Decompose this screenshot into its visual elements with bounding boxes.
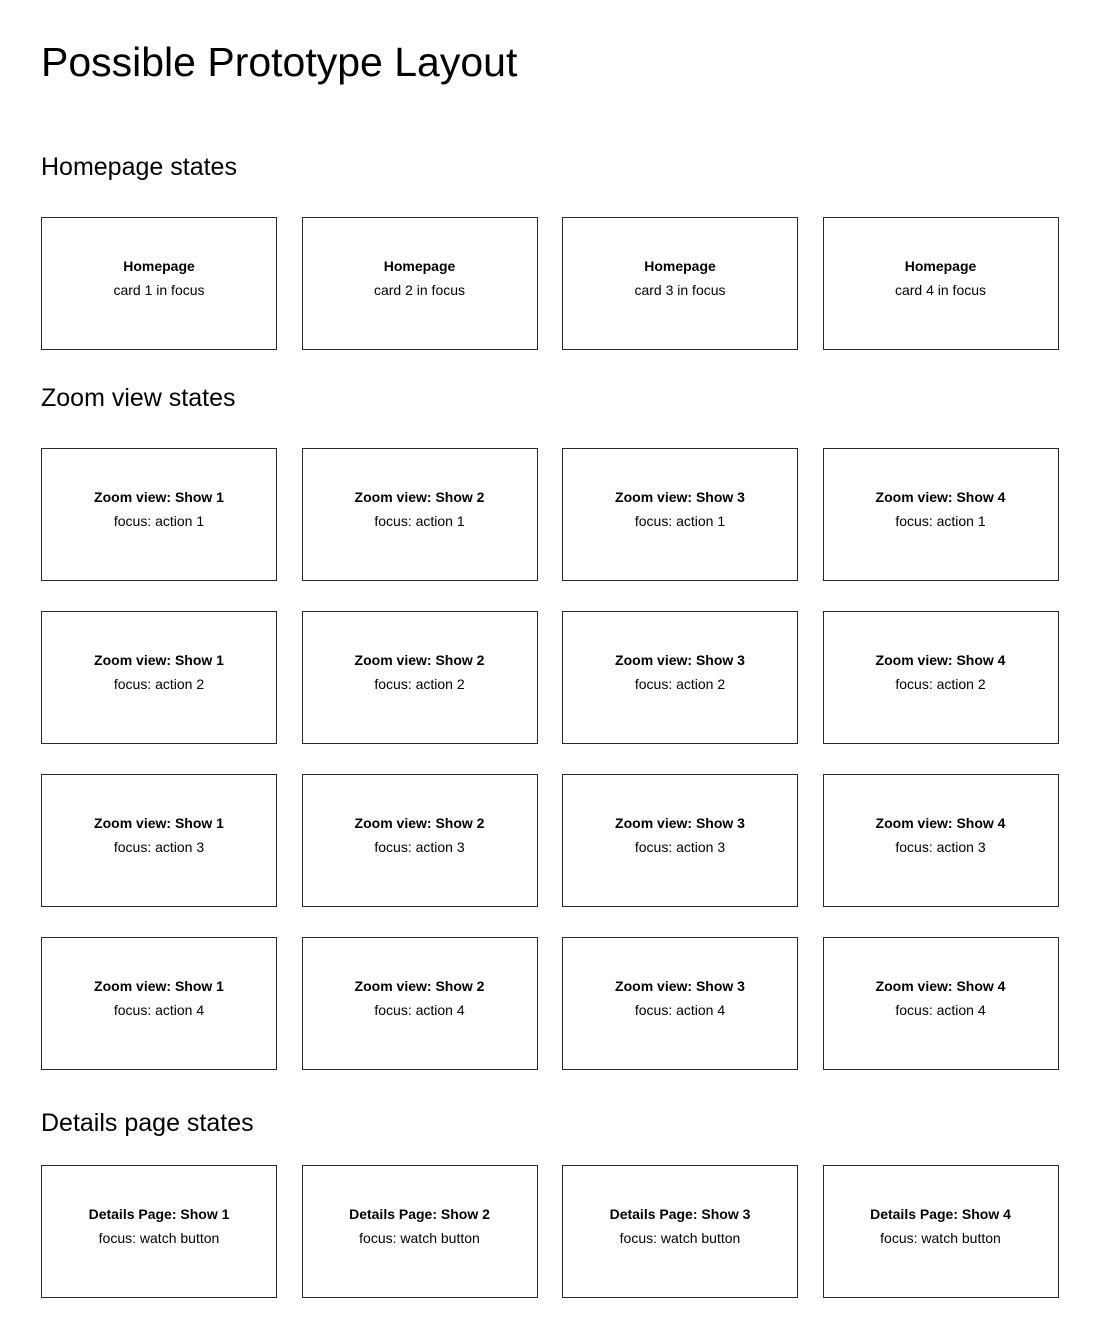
card-title: Zoom view: Show 1 — [94, 489, 224, 505]
zoom-card-show3-action3[interactable] — [562, 774, 798, 907]
zoom-card-show4-action3[interactable] — [823, 774, 1059, 907]
section-title-homepage: Homepage states — [41, 153, 237, 181]
zoom-card-show1-action3[interactable] — [41, 774, 277, 907]
card-title: Zoom view: Show 3 — [615, 489, 745, 505]
card-subtitle: focus: watch button — [880, 1230, 1001, 1246]
details-card-show3[interactable] — [562, 1165, 798, 1298]
card-subtitle: focus: action 2 — [374, 676, 465, 692]
details-card-show1[interactable] — [41, 1165, 277, 1298]
card-title: Zoom view: Show 1 — [94, 815, 224, 831]
zoom-card-show2-action4[interactable] — [302, 937, 538, 1070]
zoom-card-show1-action4[interactable] — [41, 937, 277, 1070]
card-title: Details Page: Show 2 — [349, 1206, 490, 1222]
details-card-show2[interactable] — [302, 1165, 538, 1298]
card-title: Zoom view: Show 3 — [615, 978, 745, 994]
zoom-card-show4-action4[interactable] — [823, 937, 1059, 1070]
card-title: Details Page: Show 1 — [88, 1206, 230, 1222]
card-title: Zoom view: Show 4 — [875, 978, 1006, 994]
card-subtitle: focus: action 4 — [634, 1002, 726, 1018]
card-subtitle: focus: action 2 — [895, 676, 986, 692]
card-subtitle: focus: action 1 — [374, 513, 465, 529]
card-subtitle: focus: action 3 — [895, 839, 986, 855]
card-title: Details Page: Show 4 — [870, 1206, 1011, 1222]
zoom-card-show3-action4[interactable] — [562, 937, 798, 1070]
homepage-card-1[interactable] — [41, 217, 277, 350]
card-subtitle: card 2 in focus — [373, 282, 466, 298]
card-title: Zoom view: Show 2 — [354, 978, 485, 994]
card-title: Zoom view: Show 2 — [354, 652, 485, 668]
details-states-grid — [41, 1165, 1059, 1298]
card-subtitle: focus: watch button — [619, 1230, 741, 1246]
zoom-card-show1-action2[interactable] — [41, 611, 277, 744]
homepage-card-3[interactable] — [562, 217, 798, 350]
zoom-card-show2-action3[interactable] — [302, 774, 538, 907]
section-title-details: Details page states — [41, 1109, 254, 1137]
zoom-card-show3-action2[interactable] — [562, 611, 798, 744]
card-subtitle: focus: watch button — [98, 1230, 220, 1246]
card-subtitle: focus: action 2 — [113, 676, 205, 692]
homepage-card-2[interactable] — [302, 217, 538, 350]
card-title: Zoom view: Show 1 — [94, 978, 224, 994]
card-title: Zoom view: Show 1 — [94, 652, 224, 668]
card-subtitle: focus: action 2 — [634, 676, 726, 692]
details-card-show4[interactable] — [823, 1165, 1059, 1298]
card-subtitle: card 4 in focus — [894, 282, 987, 298]
card-title: Zoom view: Show 2 — [354, 815, 485, 831]
card-title: Zoom view: Show 4 — [875, 489, 1006, 505]
card-subtitle: focus: watch button — [359, 1230, 480, 1246]
card-subtitle: focus: action 3 — [113, 839, 205, 855]
section-title-zoom: Zoom view states — [41, 384, 236, 412]
zoom-card-show1-action1[interactable] — [41, 448, 277, 581]
zoom-card-show2-action1[interactable] — [302, 448, 538, 581]
card-subtitle: focus: action 3 — [634, 839, 726, 855]
card-title: Homepage — [383, 258, 456, 274]
zoom-card-show4-action2[interactable] — [823, 611, 1059, 744]
card-subtitle: focus: action 1 — [113, 513, 205, 529]
card-title: Zoom view: Show 4 — [875, 652, 1006, 668]
zoom-card-show4-action1[interactable] — [823, 448, 1059, 581]
card-title: Zoom view: Show 2 — [354, 489, 485, 505]
card-title: Homepage — [904, 258, 977, 274]
card-title: Homepage — [123, 258, 195, 274]
homepage-card-4[interactable] — [823, 217, 1059, 350]
card-title: Zoom view: Show 3 — [615, 815, 745, 831]
card-subtitle: focus: action 4 — [113, 1002, 205, 1018]
card-subtitle: focus: action 3 — [374, 839, 465, 855]
card-title: Details Page: Show 3 — [609, 1206, 751, 1222]
homepage-states-grid — [41, 217, 1059, 350]
zoom-card-show2-action2[interactable] — [302, 611, 538, 744]
card-title: Homepage — [644, 258, 716, 274]
card-subtitle: focus: action 4 — [895, 1002, 986, 1018]
card-subtitle: focus: action 4 — [374, 1002, 465, 1018]
card-subtitle: card 3 in focus — [634, 282, 726, 298]
card-subtitle: focus: action 1 — [895, 513, 986, 529]
page-title: Possible Prototype Layout — [41, 39, 518, 85]
zoom-states-grid — [41, 448, 1059, 1070]
card-title: Zoom view: Show 3 — [615, 652, 745, 668]
card-subtitle: focus: action 1 — [634, 513, 726, 529]
zoom-card-show3-action1[interactable] — [562, 448, 798, 581]
card-subtitle: card 1 in focus — [113, 282, 205, 298]
card-title: Zoom view: Show 4 — [875, 815, 1006, 831]
